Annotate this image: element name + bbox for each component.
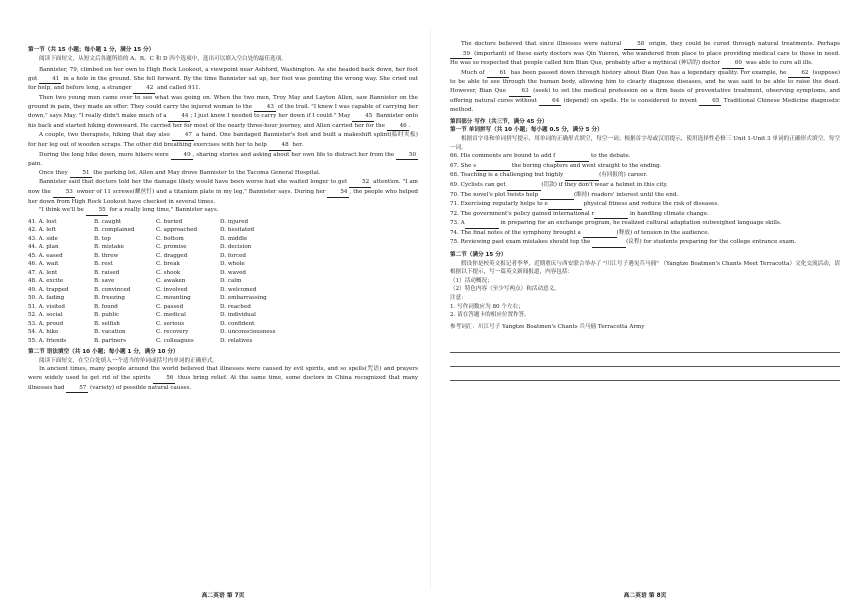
passage-text: in a hole in the ground. She fell forward. By the time Bannister sat up, her foot was pointing the wrong way. She cried out for help, and before long, a stranger: [28, 75, 418, 92]
vocab-text: 68. Teaching is a challenging but highly: [450, 172, 566, 179]
grammar-paragraph: [450, 69, 840, 115]
option-choice[interactable]: 52. A. social: [28, 312, 63, 319]
answer-blank[interactable]: 50: [396, 151, 418, 161]
passage-text: Then two young men came over to see what was going on. When the two men, Troy May and Layton Allen, saw Bannister on the ground in pain, they made an offer: They could carry the injured woman to the: [28, 94, 418, 110]
cloze-paragraph: [28, 151, 418, 169]
page-7: [18, 0, 428, 609]
option-row: [28, 277, 418, 286]
answer-line[interactable]: [450, 353, 840, 367]
option-row: [28, 328, 418, 337]
passage-text: her.: [290, 141, 304, 148]
option-choice[interactable]: D. decision: [220, 244, 252, 251]
option-choice[interactable]: D. waved: [220, 269, 247, 276]
page-8: [440, 0, 850, 609]
grammar-paragraph: [450, 40, 840, 69]
options-table: [28, 218, 418, 346]
answer-blank[interactable]: 51: [70, 169, 92, 179]
answer-blank[interactable]: 61: [487, 69, 509, 79]
vocab-item: [450, 191, 840, 201]
writing-prompt: 假设你是校英文报记者李华，近期重庆与西安联合举办了 "川江号子遇见兵马俑" （Yangtze Boatmen's Chants Meet Terracotta）文化交流活动，请根据以下提示，写一篇英文新闻报道，内容包括：: [450, 260, 840, 276]
vocab-list: [450, 152, 840, 248]
passage-text: attention. "I am now the: [28, 179, 418, 195]
passage-text: The doctors believed that since illnesses were natural: [461, 41, 625, 47]
option-choice[interactable]: D. unconsciousness: [220, 329, 276, 336]
option-row: [28, 286, 418, 295]
option-choice[interactable]: 46. A. wait: [28, 261, 59, 268]
answer-line[interactable]: [450, 339, 840, 353]
vocab-text: 70. The novel's plot twists help: [450, 191, 540, 198]
answer-line[interactable]: [450, 367, 840, 381]
option-choice[interactable]: B. selfish: [94, 320, 120, 327]
vocab-text: 71. Exercising regularly helps to e: [450, 201, 548, 208]
option-choice[interactable]: 54. A. hike: [28, 329, 59, 336]
cloze-paragraph: [28, 169, 418, 179]
option-row: [28, 260, 418, 269]
vocab-text: 69. Cyclists can get: [450, 181, 508, 188]
cloze-paragraph: [28, 178, 418, 206]
vocab-item: [450, 152, 840, 162]
option-choice[interactable]: 50. A. fading: [28, 295, 65, 302]
vocab-blank[interactable]: [476, 162, 510, 172]
option-choice[interactable]: C. colleagues: [156, 337, 194, 344]
option-choice[interactable]: D. individual: [220, 312, 256, 319]
passage-text: Bannister onto his back and started hiking downward. He carried her for most of the nearly three-hour journey, and Allen carried her for the: [28, 113, 419, 129]
option-row: [28, 243, 418, 252]
option-choice[interactable]: C. promise: [156, 244, 187, 251]
option-choice[interactable]: C. buried: [156, 218, 183, 225]
option-row: [28, 337, 418, 346]
vocab-text: in preparing for an exchange program, he realized cultural adaptation outweighed language skills.: [498, 220, 782, 227]
option-row: [28, 235, 418, 244]
answer-blank[interactable]: 55: [86, 206, 108, 216]
vocab-text: in handling climate change.: [628, 210, 709, 217]
option-choice[interactable]: C. shook: [156, 269, 181, 276]
passage-text: ; I just knew I needed to carry her down if I could." May: [190, 113, 353, 120]
passage-text: , sharing stories and asking about her own life to distract her from the: [192, 151, 397, 158]
writing-point: （2）特色内容（至少写两点）和活动意义。: [450, 286, 560, 293]
option-choice[interactable]: 45. A. eased: [28, 252, 63, 259]
answer-blank[interactable]: 53: [53, 188, 75, 198]
option-choice[interactable]: B. caught: [94, 218, 122, 225]
passage-text: A couple, two therapists, hiking that day also: [39, 132, 172, 139]
passage-text: was able to cure all ills.: [743, 60, 813, 67]
note-item: 1. 写作词数应为 80 个左右；: [450, 303, 524, 310]
vocab-blank[interactable]: [465, 219, 499, 229]
answer-blank[interactable]: 43: [254, 103, 276, 113]
answer-blank[interactable]: 64: [539, 97, 561, 107]
passage-text: a hand. One bandaged Bannister's foot and built a makeshift splint(临时夹板) for her leg out of wooden scraps. The other did breathing exercises with her to help: [28, 132, 418, 148]
option-choice[interactable]: D. middle: [220, 235, 248, 242]
reference-vocab: 参考词汇：川江号子 Yangtze Boatmen's Chants 兵马俑 Terracotta Army: [450, 323, 645, 330]
answer-blank[interactable]: 42: [133, 84, 155, 94]
vocab-blank[interactable]: [583, 229, 617, 239]
answer-blank[interactable]: 59: [450, 50, 472, 60]
passage-text: .: [408, 122, 411, 129]
passage-text: pain.: [28, 161, 43, 168]
vocab-blank[interactable]: [555, 152, 589, 162]
option-choice[interactable]: B. threw: [94, 252, 119, 259]
answer-blank[interactable]: 57: [66, 384, 88, 394]
vocab-blank[interactable]: [592, 238, 626, 248]
option-choice[interactable]: 41. A. lost: [28, 218, 57, 225]
vocab-text: (议程) for students preparing for the college entrance exam.: [626, 239, 797, 246]
grammar-passage-start: [28, 365, 418, 393]
answer-blank[interactable]: 56: [153, 374, 175, 384]
option-choice[interactable]: C. mounting: [156, 295, 191, 302]
option-choice[interactable]: 55. A. friends: [28, 337, 67, 344]
option-choice[interactable]: 48. A. excite: [28, 278, 64, 285]
passage-text: (suppose) to be able to see through the human body, allowing him to clearly diagnose diseases, and he was said to be able to raise the dead. However, Bian Que: [450, 69, 841, 94]
vocab-text: (罚款) if they don't wear a helmet in this city.: [541, 181, 668, 188]
option-choice[interactable]: B. vacation: [94, 329, 126, 336]
cloze-passage: [28, 66, 418, 216]
answer-blank[interactable]: 48: [269, 141, 291, 151]
passage-text: In ancient times, many people around the world believed that illnesses were caused by evil spirits, and so spells(咒语) and prayers were widely used to get rid of the spirits: [28, 366, 418, 381]
vocab-text: 67. She s: [450, 162, 477, 169]
option-choice[interactable]: 53. A. proud: [28, 320, 64, 327]
option-choice[interactable]: B. convinced: [94, 286, 131, 293]
vocab-instructions: 根据首字母和单词拼写提示，用单词的正确形式填空，每空一词；根据首字母或汉语提示，使用选择性必修三 Unit 1-Unit 3 单词的正确形式填空，每空一词。: [450, 135, 840, 151]
option-choice[interactable]: C. involved: [156, 286, 188, 293]
option-choice[interactable]: C. approached: [156, 227, 198, 234]
option-choice[interactable]: B. partners: [94, 337, 126, 344]
option-choice[interactable]: B. top: [94, 235, 111, 242]
answer-blank[interactable]: 63: [509, 87, 531, 97]
option-choice[interactable]: 49. A. trapped: [28, 286, 69, 293]
option-choice[interactable]: 42. A. left: [28, 227, 56, 234]
option-row: [28, 269, 418, 278]
passage-text: Traditional Chinese Medicine diagnostic method.: [450, 97, 840, 114]
vocab-text: physical fitness and reduce the risk of diseases.: [581, 201, 720, 208]
passage-text: (variety) of possible natural causes.: [88, 384, 192, 391]
option-choice[interactable]: B. mistake: [94, 244, 124, 251]
option-choice[interactable]: C. serious: [156, 320, 185, 327]
cloze-paragraph: [28, 66, 418, 94]
passage-text: of the trail. "I knew I was capable of carrying her down," says May. "I really didn't make much of a: [28, 103, 418, 120]
option-choice[interactable]: B. found: [94, 303, 118, 310]
passage-text: (depend) on spells. He is considered to invent: [561, 97, 700, 104]
page-divider: [430, 30, 431, 590]
vocab-blank[interactable]: [594, 210, 628, 220]
option-row: [28, 226, 418, 235]
vocab-item: [450, 200, 840, 210]
answer-blank[interactable]: 44: [168, 112, 190, 122]
vocab-blank[interactable]: [565, 171, 599, 181]
option-choice[interactable]: D. reached: [220, 303, 251, 310]
passage-text: for a really long time," Bannister says.: [107, 207, 219, 214]
option-choice[interactable]: C. bottom: [156, 235, 184, 242]
vocab-text: 72. The government's policy gained international r: [450, 210, 595, 217]
option-choice[interactable]: D. embarrassing: [220, 295, 267, 302]
option-choice[interactable]: D. forced: [220, 252, 246, 259]
section1-heading: 第一节（共 15 小题；每小题 1 分，满分 15 分）: [28, 47, 155, 53]
vocab-item: [450, 229, 840, 239]
passage-text: Once they: [39, 169, 70, 176]
vocab-blank[interactable]: [507, 181, 541, 191]
option-choice[interactable]: C. break: [156, 261, 180, 268]
vocab-text: (释放) of tension in the audience.: [616, 229, 710, 236]
vocab-text: (维持) readers' interest until the end.: [573, 191, 679, 198]
option-choice[interactable]: B. rest: [94, 261, 113, 268]
vocab-text: to the debate.: [589, 153, 631, 160]
answer-blank[interactable]: 49: [171, 151, 193, 161]
answer-blank[interactable]: 41: [39, 75, 61, 85]
answer-blank[interactable]: 54: [327, 188, 349, 198]
section2-instructions: 阅读下面短文，在空白处填入一个适当的单词或括号内单词的正确形式。: [39, 357, 219, 364]
vocab-blank[interactable]: [540, 191, 574, 201]
option-row: [28, 320, 418, 329]
vocab-text: 74. The final notes of the symphony brought a: [450, 229, 583, 236]
option-choice[interactable]: B. save: [94, 278, 115, 285]
passage-text: origin, they could be cured through natural treatments. Perhaps: [646, 41, 840, 47]
vocab-item: [450, 219, 840, 229]
option-row: [28, 303, 418, 312]
vocab-item: [450, 181, 840, 191]
vocab-text: 66. His comments are bound to add f: [450, 153, 556, 160]
vocab-item: [450, 171, 840, 181]
vocab-item: [450, 210, 840, 220]
option-choice[interactable]: D. confident: [220, 320, 255, 327]
answer-blank[interactable]: 65: [699, 97, 721, 107]
note-item: 2. 请在答题卡的相应位置作答。: [450, 312, 530, 319]
option-choice[interactable]: B. raised: [94, 269, 120, 276]
answer-blank[interactable]: 52: [349, 178, 371, 188]
writing-heading: 第二节（满分 15 分）: [450, 252, 507, 259]
passage-text: "I think we'll be: [39, 207, 86, 214]
option-row: [28, 252, 418, 261]
notes-heading: 注意：: [450, 295, 467, 302]
option-choice[interactable]: D. relatives: [220, 337, 253, 344]
option-choice[interactable]: 51. A. visited: [28, 303, 66, 310]
passage-text: During the long hike down, more hikers were: [39, 151, 171, 158]
passage-text: thus bring relief. At the same time, some doctors in China recognized that many illnesses had: [28, 374, 419, 391]
option-choice[interactable]: C. medical: [156, 312, 186, 319]
passage-text: Bannister, 79, climbed on her own to High Rock Lookout, a viewpoint near Ashford, Washington. As she headed back down, her foot got: [28, 67, 418, 82]
vocab-text: 73. A: [450, 220, 465, 227]
option-choice[interactable]: B. freezing: [94, 295, 125, 302]
notes-list: [450, 303, 840, 320]
vocab-text: 75. Reviewing past exam mistakes should top the: [450, 239, 593, 246]
option-choice[interactable]: 44. A. plan: [28, 244, 59, 251]
passage-text: the parking lot, Allen and May drove Bannister to the Tacoma General Hospital.: [91, 169, 321, 176]
passage-text: (important) of these early doctors was Qin Yueren, who wandered from place to place providing medical care to those in need. He was so respected that people called him Bian Que, probably after a mythical (神话的) doctor: [450, 50, 840, 67]
answer-blank[interactable]: 58: [624, 40, 646, 50]
grammar-passage-cont: [450, 40, 840, 115]
option-row: [28, 218, 418, 227]
grammar-paragraph: [28, 365, 418, 393]
passage-text: (seek) to set the medical profession on a firm basis of preventative treatment, observing symptoms, and offering natural cures without: [450, 87, 840, 104]
section1-instructions: 阅读下面短文，从短文后各题所给的 A、B、C 和 D 四个选项中，选出可以填入空白处的最佳选项。: [39, 55, 287, 62]
passage-text: Bannister said that doctors told her the damage likely would have been worse had she waited longer to get: [39, 179, 350, 186]
passage-text: has been passed down through history about Bian Que has a legendary quality. For example, he: [508, 69, 789, 76]
passage-text: owner of 11 screws(螺丝钉) and a titanium plate in my leg," Bannister says. During her: [74, 188, 328, 195]
vocab-item: [450, 238, 840, 248]
option-choice[interactable]: C. recovery: [156, 329, 189, 336]
page-8-footer: 高二英语 第 8页: [623, 593, 667, 599]
option-choice[interactable]: D. whole: [220, 261, 245, 268]
answer-blank[interactable]: 60: [722, 59, 744, 69]
vocab-item: [450, 162, 840, 172]
passage-text: Much of: [461, 69, 487, 76]
option-choice[interactable]: D. injured: [220, 218, 249, 225]
option-choice[interactable]: D. calm: [220, 278, 242, 285]
writing-point: （1）活动概况；: [450, 277, 493, 284]
option-choice[interactable]: 47. A. lent: [28, 269, 58, 276]
section2-heading: 第二节 语法填空（共 10 小题；每小题 1 分，满分 10 分）: [28, 349, 179, 356]
option-row: [28, 294, 418, 303]
option-choice[interactable]: C. passed: [156, 303, 184, 310]
option-row: [28, 311, 418, 320]
cloze-paragraph: [28, 94, 418, 131]
option-choice[interactable]: 43. A. side: [28, 235, 58, 242]
passage-text: and called 911.: [155, 85, 201, 92]
vocab-text: (有回报的) career.: [599, 172, 648, 179]
option-choice[interactable]: C. awaken: [156, 278, 186, 285]
option-choice[interactable]: B. complained: [94, 227, 135, 234]
part4-heading: 第四部分 写作（共三节，满分 45 分）: [450, 118, 548, 125]
vocab-text: the boring chapters and went straight to the ending.: [510, 162, 662, 169]
option-choice[interactable]: D. welcomed: [220, 286, 257, 293]
cloze-paragraph: [28, 206, 418, 216]
cloze-paragraph: [28, 131, 418, 150]
option-choice[interactable]: B. public: [94, 312, 120, 319]
answer-lines: [450, 339, 840, 381]
answer-blank[interactable]: 45: [352, 112, 374, 122]
vocab-heading: 第一节 单词拼写（共 10 小题；每小题 0.5 分，满分 5 分）: [450, 127, 603, 134]
page-7-footer: 高二英语 第 7页: [201, 593, 245, 599]
passage-text: , the people who helped her down from High Rock Lookout have checked in several times.: [28, 188, 418, 205]
answer-blank[interactable]: 62: [788, 69, 810, 79]
option-choice[interactable]: D. hesitated: [220, 227, 255, 234]
vocab-blank[interactable]: [548, 200, 582, 210]
answer-blank[interactable]: 46: [387, 122, 409, 132]
writing-points: [450, 277, 840, 294]
answer-blank[interactable]: 47: [172, 131, 194, 141]
option-choice[interactable]: C. dragged: [156, 252, 188, 259]
